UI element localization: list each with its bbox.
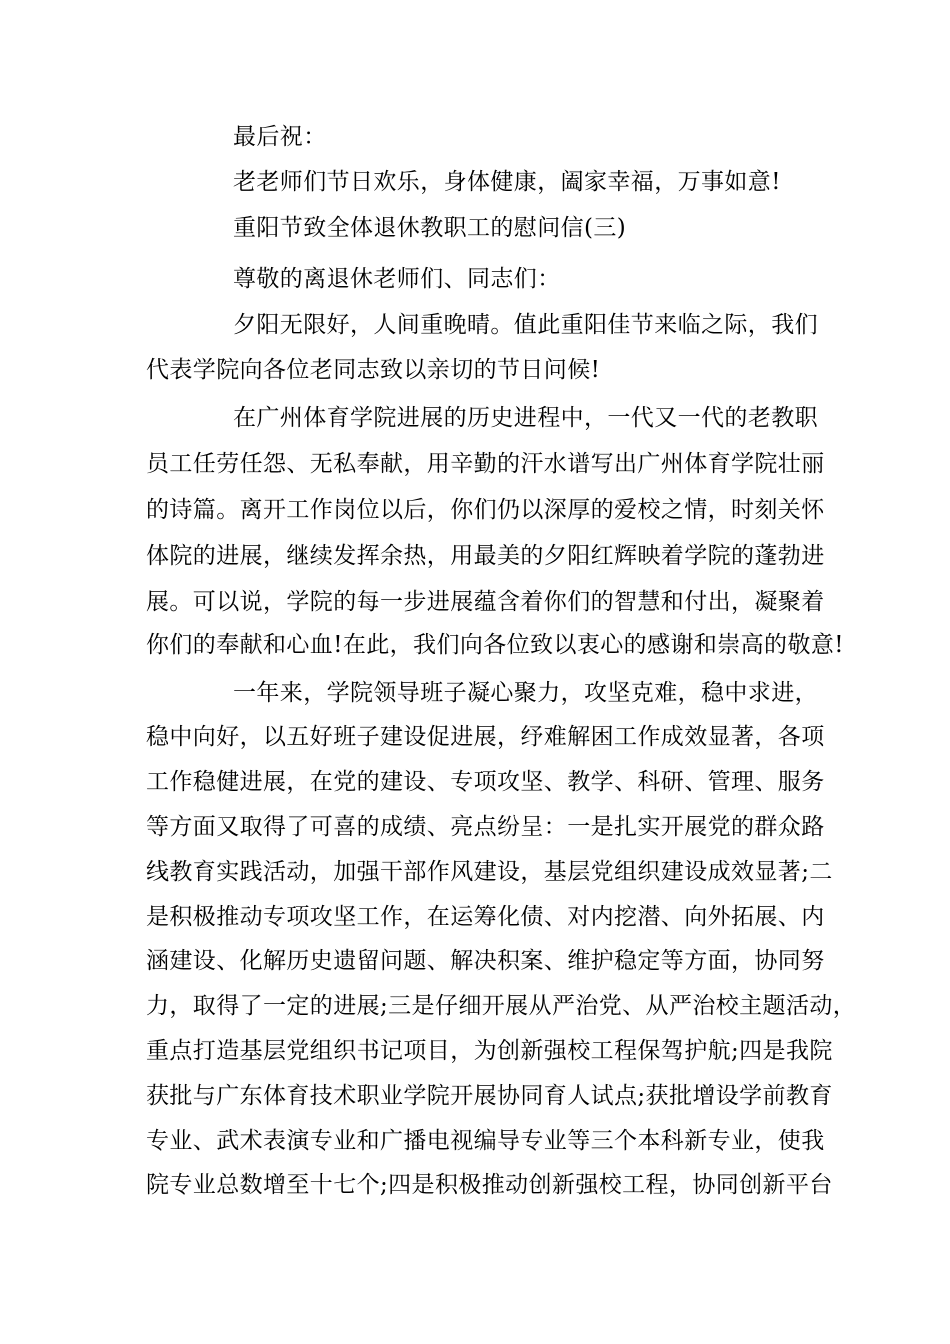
paragraph-2-line-2: 员工任劳任怨、无私奉献，用辛勤的汗水谱写出广州体育学院壮丽 bbox=[146, 451, 825, 477]
paragraph-3-line-4: 等方面又取得了可喜的成绩、亮点纷呈：一是扎实开展党的群众路 bbox=[146, 814, 825, 840]
closing-wishes: 老老师们节日欢乐，身体健康，阖家幸福，万事如意! bbox=[233, 169, 781, 195]
paragraph-1-line-1: 夕阳无限好，人间重晚晴。值此重阳佳节来临之际，我们 bbox=[233, 312, 818, 338]
letter-title: 重阳节致全体退休教职工的慰问信(三) bbox=[233, 215, 627, 241]
paragraph-2-line-5: 展。可以说，学院的每一步进展蕴含着你们的智慧和付出，凝聚着 bbox=[146, 589, 825, 615]
paragraph-3-line-9: 重点打造基层党组织书记项目，为创新强校工程保驾护航;四是我院 bbox=[146, 1038, 833, 1064]
paragraph-2-line-1: 在广州体育学院进展的历史进程中，一代又一代的老教职 bbox=[233, 405, 818, 431]
paragraph-2-line-4: 体院的进展，继续发挥余热，用最美的夕阳红辉映着学院的蓬勃进 bbox=[146, 543, 825, 569]
paragraph-2-line-3: 的诗篇。离开工作岗位以后，你们仍以深厚的爱校之情，时刻关怀 bbox=[146, 497, 825, 523]
paragraph-3-line-5: 线教育实践活动，加强干部作风建设，基层党组织建设成效显著;二 bbox=[146, 859, 833, 885]
paragraph-3-line-7: 涵建设、化解历史遗留问题、解决积案、维护稳定等方面，协同努 bbox=[146, 948, 825, 974]
paragraph-3-line-12: 院专业总数增至十七个;四是积极推动创新强校工程，协同创新平台 bbox=[146, 1172, 833, 1198]
paragraph-3-line-1: 一年来，学院领导班子凝心聚力，攻坚克难，稳中求进， bbox=[233, 680, 818, 706]
paragraph-3-line-2: 稳中向好，以五好班子建设促进展，纾难解困工作成效显著，各项 bbox=[146, 724, 825, 750]
paragraph-1-line-2: 代表学院向各位老同志致以亲切的节日问候! bbox=[146, 357, 601, 383]
paragraph-3-line-10: 获批与广东体育技术职业学院开展协同育人试点;获批增设学前教育 bbox=[146, 1083, 833, 1109]
paragraph-2-line-6: 你们的奉献和心血!在此，我们向各位致以衷心的感谢和崇高的敬意! bbox=[146, 632, 844, 658]
paragraph-3-line-6: 是积极推动专项攻坚工作，在运筹化债、对内挖潜、向外拓展、内 bbox=[146, 904, 825, 930]
paragraph-3-line-3: 工作稳健进展，在党的建设、专项攻坚、教学、科研、管理、服务 bbox=[146, 769, 825, 795]
closing-salutation: 最后祝： bbox=[233, 124, 327, 150]
paragraph-3-line-11: 专业、武术表演专业和广播电视编导专业等三个本科新专业，使我 bbox=[146, 1128, 825, 1154]
letter-greeting: 尊敬的离退休老师们、同志们： bbox=[233, 266, 561, 292]
paragraph-3-line-8: 力，取得了一定的进展;三是仔细开展从严治党、从严治校主题活动， bbox=[146, 993, 857, 1019]
